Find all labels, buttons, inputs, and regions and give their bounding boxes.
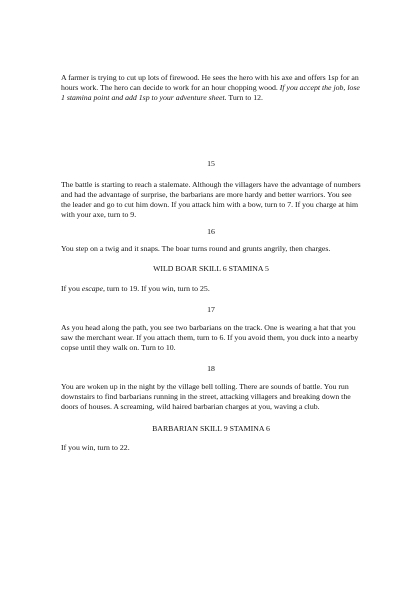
wild-boar-stats: WILD BOAR SKILL 6 STAMINA 5 — [153, 264, 269, 273]
paragraph-farmer — [61, 73, 361, 103]
section-15-text: The battle is starting to reach a stalemate. Although the villagers have the advantage of numbers and had the advantage of surprise, the barbarians are more hardy and better warriors. You see the leader and go to cut him down. If you attack him with a bow, turn to 7. If you charge at him with your axe, turn to 9. — [61, 180, 361, 219]
section-16-outcome — [61, 284, 361, 294]
outcome-text-b: , turn to 19. If you win, turn to 25. — [103, 284, 210, 293]
section-number-18: 18 — [207, 364, 215, 373]
section-16-text: You step on a twig and it snaps. The boar turns round and grunts angrily, then charges. — [61, 244, 331, 253]
section-number-17: 17 — [207, 305, 215, 314]
section-18-text: You are woken up in the night by the village bell tolling. There are sounds of battle. You run downstairs to find barbarians running in the street, attacking villagers and breaking down the doors of houses. A screaming, wild haired barbarian charges at you, waving a club. — [61, 382, 351, 411]
farmer-instruction: If you accept the job, lose 1 stamina point and add 1sp to your adventure sheet. — [61, 83, 360, 102]
barbarian-stats: BARBARIAN SKILL 9 STAMINA 6 — [152, 424, 270, 433]
section-number-16: 16 — [207, 227, 215, 236]
outcome-text-a: If you — [61, 284, 82, 293]
section-18-outcome: If you win, turn to 22. — [61, 443, 130, 452]
farmer-text: A farmer is trying to cut up lots of firewood. He sees the hero with his axe and offers 1sp for an hours work. The hero can decide to work for an hour chopping wood. — [61, 73, 359, 92]
section-17-text: As you head along the path, you see two barbarians on the track. One is wearing a hat that you saw the merchant wear. If you attach them, turn to 6. If you avoid them, you duck into a nearby copse until they walk on. Turn to 10. — [61, 323, 359, 352]
section-number-15: 15 — [207, 159, 215, 168]
escape-word: escape — [81, 284, 104, 293]
farmer-turn: Turn to 12. — [226, 93, 264, 102]
